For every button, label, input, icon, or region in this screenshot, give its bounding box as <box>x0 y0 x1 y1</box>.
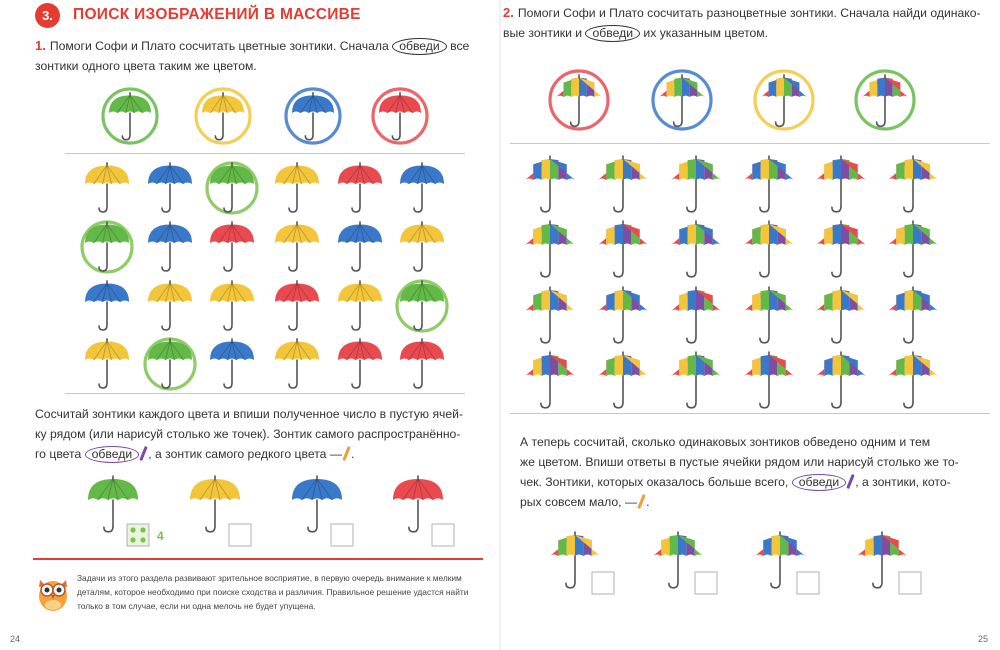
umbrella-blue <box>148 222 192 271</box>
teacher-note: Задачи из этого раздела развивают зрительное восприятие, в первую очередь внимание к мелким деталям, которое необходимо при поиске сходства и различия. Правильное решение удастся найти только в том случае, если ни одна мелочь не будет упущена. <box>77 573 469 611</box>
umbrella-yellow <box>85 163 129 212</box>
task-1-number: 1. <box>35 38 46 53</box>
umbrella-green <box>400 281 444 330</box>
striped-umbrella <box>598 352 648 408</box>
answer-box[interactable] <box>797 572 819 594</box>
answer-box[interactable] <box>899 572 921 594</box>
task-1-line2: зонтики одного цвета таким же цветом. <box>35 59 257 73</box>
answer-box[interactable] <box>229 524 251 546</box>
circle-word: обведи <box>392 38 447 55</box>
striped-umbrella <box>744 352 794 408</box>
umbrella-yellow <box>275 339 319 388</box>
umbrella-yellow <box>338 281 382 330</box>
striped-umbrella <box>671 156 721 212</box>
striped-umbrella <box>671 287 721 343</box>
umbrella-yellow <box>275 222 319 271</box>
striped-umbrella <box>744 287 794 343</box>
count-line3-before: го цвета <box>35 447 82 461</box>
striped-umbrella <box>598 221 648 277</box>
count-right-line4-end: . <box>646 495 650 509</box>
umbrella-red <box>338 339 382 388</box>
umbrella-yellow <box>85 339 129 388</box>
task-2-number: 2. <box>503 5 514 20</box>
answer-dot <box>130 537 135 542</box>
umbrella-green <box>148 339 192 388</box>
umbrella-blue <box>210 339 254 388</box>
circle-word-right: обведи <box>585 25 640 42</box>
task-1-line1-after: все <box>450 39 470 53</box>
answer-box[interactable] <box>432 524 454 546</box>
task-2-line2-after: их указанным цветом. <box>643 26 769 40</box>
answer-box[interactable] <box>127 524 149 546</box>
count-right-line3-before: чек. Зонтики, которых оказалось больше всего, <box>520 475 789 489</box>
sample-striped-umbrella <box>862 75 908 126</box>
striped-umbrella <box>525 221 575 277</box>
answer-dot <box>140 537 145 542</box>
umbrella-yellow <box>275 163 319 212</box>
section-title: ПОИСК ИЗОБРАЖЕНИЙ В МАССИВЕ <box>73 6 361 23</box>
circle-word-purple: обведи <box>85 446 140 463</box>
sample-striped-umbrella <box>761 75 807 126</box>
answer-box[interactable] <box>592 572 614 594</box>
umbrella-yellow <box>148 281 192 330</box>
umbrella-blue <box>148 163 192 212</box>
count-line3-end: . <box>351 447 355 461</box>
count-right-line1: А теперь сосчитай, сколько одинаковых зонтиков обведено одним и тем <box>520 435 931 449</box>
answer-dot <box>140 527 145 532</box>
umbrella-yellow <box>210 281 254 330</box>
striped-umbrella <box>816 221 866 277</box>
sample-striped-umbrella <box>556 75 602 126</box>
sample-striped-umbrella <box>659 75 705 126</box>
umbrella-blue <box>400 163 444 212</box>
circle-word-purple-right: обведи <box>792 474 847 491</box>
striped-umbrella <box>888 287 938 343</box>
count-right-line2: же цветом. Впиши ответы в пустые ячейки рядом или нарисуй столько же то- <box>520 455 959 469</box>
umbrella-yellow <box>400 222 444 271</box>
sample-umbrella-blue <box>292 93 334 140</box>
umbrella-blue <box>338 222 382 271</box>
count-line3-middle: , а зонтик самого редкого цвета — <box>148 447 343 461</box>
sample-umbrella-yellow <box>202 93 244 140</box>
striped-umbrella <box>888 156 938 212</box>
section-number-badge: 3. <box>35 3 60 28</box>
sample-umbrella-red <box>379 93 421 140</box>
answer-box[interactable] <box>695 572 717 594</box>
striped-umbrella <box>671 352 721 408</box>
task-2-line2-before: вые зонтики и <box>503 26 583 40</box>
count-right-line3-after: , а зонтики, кото- <box>855 475 951 489</box>
striped-umbrella <box>525 287 575 343</box>
striped-umbrella <box>888 221 938 277</box>
umbrella-red <box>338 163 382 212</box>
count-line2: ку рядом (или нарисуй столько же точек). Зонтик самого распространённо- <box>35 427 461 441</box>
umbrella-red <box>400 339 444 388</box>
striped-umbrella <box>744 156 794 212</box>
striped-umbrella <box>888 352 938 408</box>
striped-umbrella <box>816 156 866 212</box>
umbrella-green <box>85 222 129 271</box>
task-2-line1: Помоги Софи и Плато сосчитать разноцветные зонтики. Сначала найди одинако- <box>517 6 981 20</box>
striped-umbrella <box>816 287 866 343</box>
umbrella-red <box>275 281 319 330</box>
striped-umbrella <box>598 156 648 212</box>
page-number-left: 24 <box>10 634 21 644</box>
answer-dot <box>130 527 135 532</box>
sample-answer: 4 <box>157 529 164 543</box>
umbrella-blue <box>85 281 129 330</box>
striped-umbrella <box>598 287 648 343</box>
count-right-line4-before: рых совсем мало, — <box>520 495 638 509</box>
page-number-right: 25 <box>978 634 989 644</box>
count-line1: Сосчитай зонтики каждого цвета и впиши полученное число в пустую ячей- <box>35 407 464 421</box>
sample-umbrella-green <box>109 93 151 140</box>
striped-umbrella <box>816 352 866 408</box>
umbrella-green <box>210 163 254 212</box>
umbrella-red <box>210 222 254 271</box>
striped-umbrella <box>671 221 721 277</box>
striped-umbrella <box>744 221 794 277</box>
task-1-line1-before: Помоги Софи и Плато сосчитать цветные зонтики. Сначала <box>49 39 389 53</box>
answer-box[interactable] <box>331 524 353 546</box>
striped-umbrella <box>525 352 575 408</box>
striped-umbrella <box>525 156 575 212</box>
